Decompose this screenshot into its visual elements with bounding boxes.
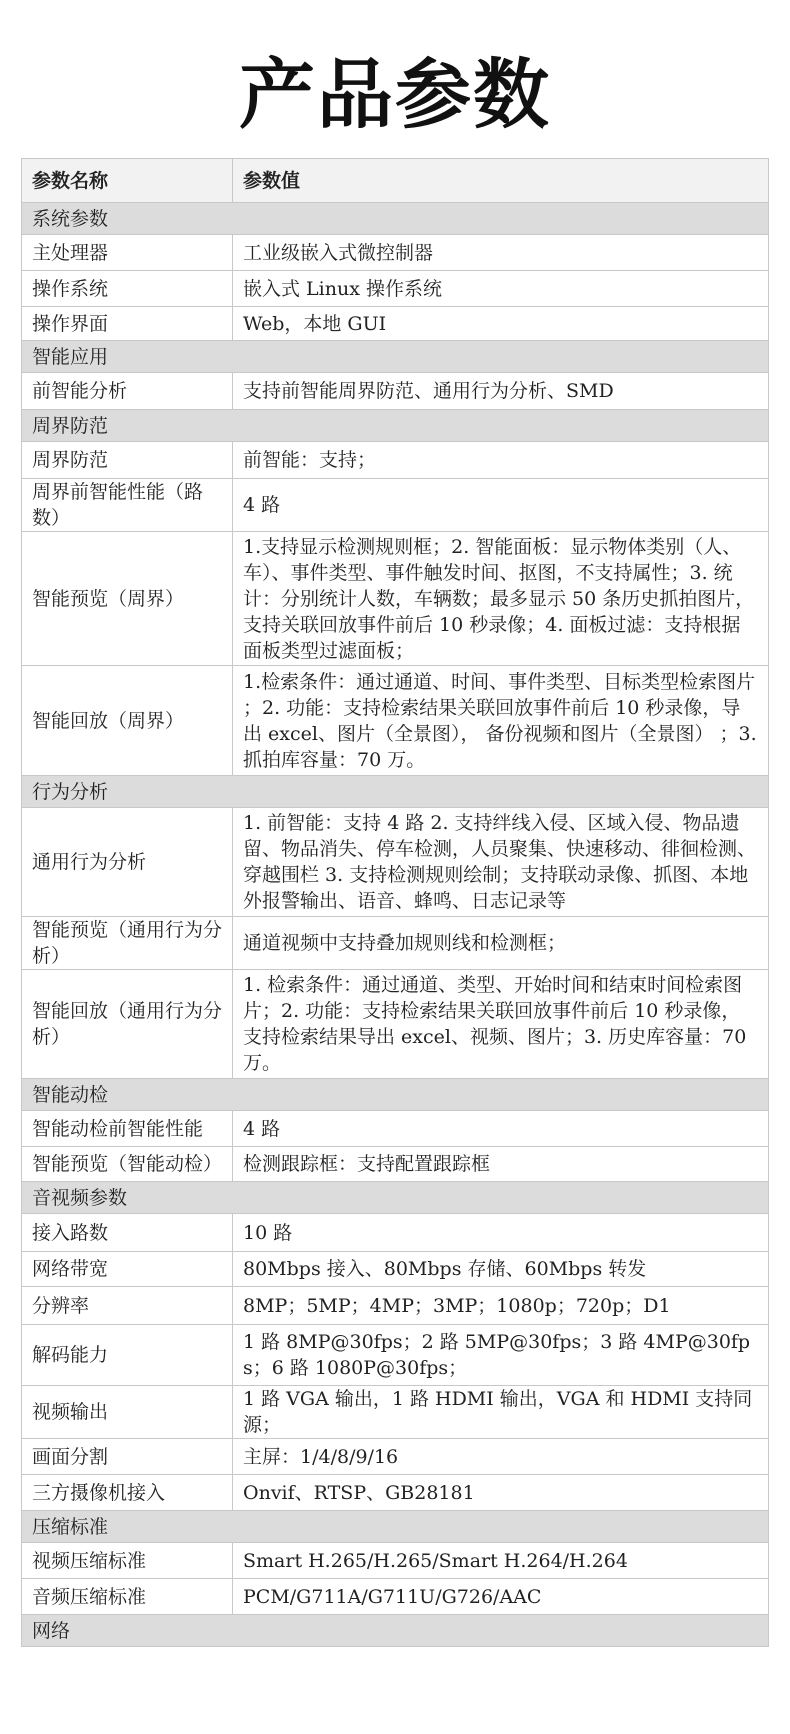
- param-name: 周界前智能性能（路数）: [22, 479, 233, 532]
- table-row: [22, 808, 769, 917]
- table-row: [22, 235, 769, 271]
- section-row: [22, 203, 769, 235]
- param-value: 支持前智能周界防范、通用行为分析、SMD: [233, 373, 769, 410]
- table-row: [22, 1252, 769, 1287]
- param-name: 分辨率: [22, 1287, 233, 1325]
- param-value: 8MP；5MP；4MP；3MP；1080p；720p；D1: [233, 1287, 769, 1325]
- table-row: [22, 1147, 769, 1182]
- table-row: [22, 1111, 769, 1147]
- table-row: [22, 1325, 769, 1386]
- param-name: 操作界面: [22, 307, 233, 341]
- table-row: [22, 970, 769, 1079]
- section-label: 系统参数: [22, 203, 769, 235]
- param-name: 视频输出: [22, 1386, 233, 1439]
- param-value: 1 路 8MP@30fps；2 路 5MP@30fps；3 路 4MP@30fps；6 路 1080P@30fps；: [233, 1325, 769, 1386]
- param-value: 1. 前智能：支持 4 路 2. 支持绊线入侵、区域入侵、物品遗留、物品消失、停车检测，人员聚集、快速移动、徘徊检测、穿越围栏 3. 支持检测规则绘制；支持联动录像、抓图、本地外报警输出、语音、蜂鸣、日志记录等: [233, 808, 769, 917]
- param-name: 主处理器: [22, 235, 233, 271]
- param-name: 网络带宽: [22, 1252, 233, 1287]
- column-header-value: 参数值: [233, 159, 769, 203]
- param-name: 智能回放（周界）: [22, 666, 233, 776]
- param-value: 10 路: [233, 1214, 769, 1252]
- param-value: 前智能：支持；: [233, 442, 769, 479]
- param-name: 周界防范: [22, 442, 233, 479]
- param-value: 80Mbps 接入、80Mbps 存储、60Mbps 转发: [233, 1252, 769, 1287]
- table-row: [22, 1475, 769, 1511]
- table-row: [22, 307, 769, 341]
- table-row: [22, 1287, 769, 1325]
- param-value: 通道视频中支持叠加规则线和检测框；: [233, 917, 769, 970]
- param-value: 1 路 VGA 输出，1 路 HDMI 输出，VGA 和 HDMI 支持同源；: [233, 1386, 769, 1439]
- param-value: Web，本地 GUI: [233, 307, 769, 341]
- param-value: 嵌入式 Linux 操作系统: [233, 271, 769, 307]
- table-row: [22, 1543, 769, 1579]
- param-value: PCM/G711A/G711U/G726/AAC: [233, 1579, 769, 1615]
- param-value: 主屏：1/4/8/9/16: [233, 1439, 769, 1475]
- spec-table: [21, 158, 769, 1647]
- table-row: [22, 532, 769, 666]
- param-name: 智能预览（通用行为分析）: [22, 917, 233, 970]
- table-header-row: [22, 159, 769, 203]
- section-row: [22, 410, 769, 442]
- section-label: 行为分析: [22, 776, 769, 808]
- section-row: [22, 1615, 769, 1647]
- param-name: 操作系统: [22, 271, 233, 307]
- param-value: 4 路: [233, 1111, 769, 1147]
- spec-table-body: [22, 203, 769, 1647]
- section-label: 智能应用: [22, 341, 769, 373]
- param-name: 视频压缩标准: [22, 1543, 233, 1579]
- section-label: 音视频参数: [22, 1182, 769, 1214]
- section-label: 智能动检: [22, 1079, 769, 1111]
- param-value: 检测跟踪框：支持配置跟踪框: [233, 1147, 769, 1182]
- param-name: 智能回放（通用行为分析）: [22, 970, 233, 1079]
- table-row: [22, 1386, 769, 1439]
- section-row: [22, 1079, 769, 1111]
- param-name: 智能预览（周界）: [22, 532, 233, 666]
- section-row: [22, 1511, 769, 1543]
- param-name: 三方摄像机接入: [22, 1475, 233, 1511]
- section-row: [22, 1182, 769, 1214]
- column-header-name: 参数名称: [22, 159, 233, 203]
- table-row: [22, 1439, 769, 1475]
- param-value: 1.检索条件：通过通道、时间、事件类型、目标类型检索图片 ；2. 功能：支持检索结果关联回放事件前后 10 秒录像，导出 excel、图片（全景图）， 备份视频和图片（全景图） ；3. 抓拍库容量：70 万。: [233, 666, 769, 776]
- table-row: [22, 479, 769, 532]
- param-value: 1.支持显示检测规则框；2. 智能面板：显示物体类别（人、车）、事件类型、事件触发时间、抠图，不支持属性；3. 统计：分别统计人数，车辆数；最多显示 50 条历史抓拍图片，支持关联回放事件前后 10 秒录像；4. 面板过滤：支持根据面板类型过滤面板；: [233, 532, 769, 666]
- param-value: Onvif、RTSP、GB28181: [233, 1475, 769, 1511]
- table-row: [22, 373, 769, 410]
- table-row: [22, 271, 769, 307]
- param-name: 画面分割: [22, 1439, 233, 1475]
- param-value: 4 路: [233, 479, 769, 532]
- param-name: 接入路数: [22, 1214, 233, 1252]
- section-label: 压缩标准: [22, 1511, 769, 1543]
- param-name: 通用行为分析: [22, 808, 233, 917]
- param-value: 1. 检索条件：通过通道、类型、开始时间和结束时间检索图片；2. 功能：支持检索结果关联回放事件前后 10 秒录像，支持检索结果导出 excel、视频、图片；3. 历史库容量：70 万。: [233, 970, 769, 1079]
- table-row: [22, 666, 769, 776]
- section-label: 周界防范: [22, 410, 769, 442]
- param-name: 解码能力: [22, 1325, 233, 1386]
- table-row: [22, 1214, 769, 1252]
- param-value: 工业级嵌入式微控制器: [233, 235, 769, 271]
- param-name: 前智能分析: [22, 373, 233, 410]
- param-name: 音频压缩标准: [22, 1579, 233, 1615]
- param-value: Smart H.265/H.265/Smart H.264/H.264: [233, 1543, 769, 1579]
- table-row: [22, 917, 769, 970]
- section-row: [22, 341, 769, 373]
- section-row: [22, 776, 769, 808]
- page-title: 产品参数: [239, 50, 551, 139]
- table-row: [22, 1579, 769, 1615]
- section-label: 网络: [22, 1615, 769, 1647]
- param-name: 智能预览（智能动检）: [22, 1147, 233, 1182]
- param-name: 智能动检前智能性能: [22, 1111, 233, 1147]
- table-row: [22, 442, 769, 479]
